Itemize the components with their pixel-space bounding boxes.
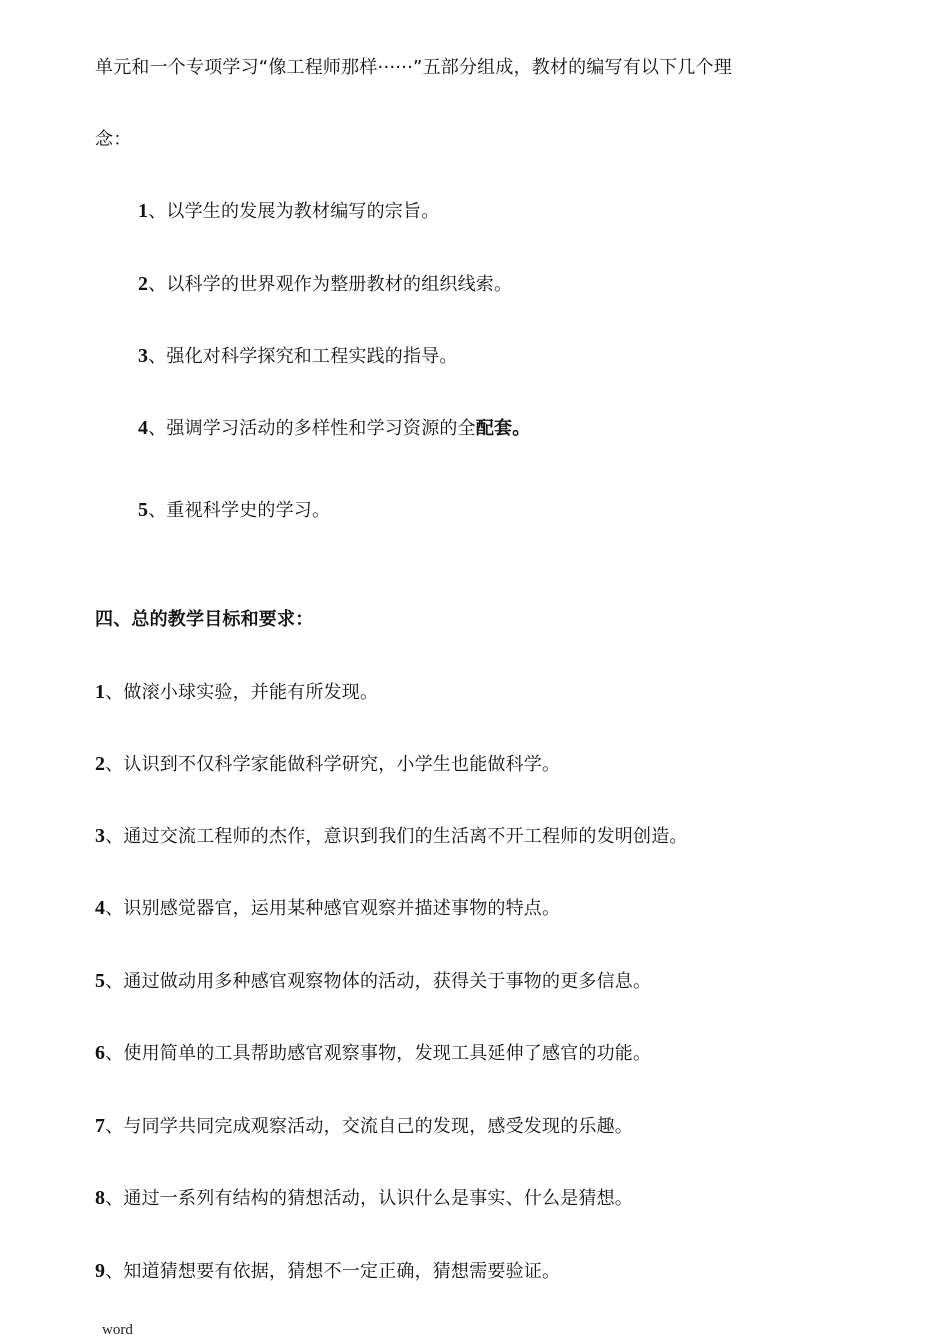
principle-bold-tail: 配套。 [475,418,531,439]
principle-text: 、以科学的世界观作为整册教材的组织线索。 [148,274,513,295]
goal-item-2 [95,752,560,777]
goal-number: 7 [95,1115,106,1137]
goal-item-9 [95,1259,560,1284]
goal-item-1 [95,680,378,705]
principle-text: 、重视科学史的学习。 [148,500,331,521]
goal-text: 、做滚小球实验，并能有所发现。 [105,682,379,703]
goal-number: 5 [95,970,106,992]
goal-text: 、识别感觉器官，运用某种感官观察并描述事物的特点。 [105,898,561,919]
goal-item-4 [95,896,560,921]
principle-text: 、以学生的发展为教材编写的宗旨。 [148,201,440,222]
principle-number: 1 [138,200,149,222]
goal-number: 8 [95,1187,106,1209]
goal-item-5 [95,969,651,994]
goal-number: 4 [95,897,106,919]
goal-text: 、通过交流工程师的杰作，意识到我们的生活离不开工程师的发明创造。 [105,826,688,847]
intro-line-2: 念： [95,129,132,150]
goal-text: 、通过一系列有结构的猜想活动，认识什么是事实、什么是猜想。 [105,1188,633,1209]
goal-text: 、认识到不仅科学家能做科学研究，小学生也能做科学。 [105,754,561,775]
principle-number: 3 [138,345,149,367]
goal-number: 2 [95,753,106,775]
goal-number: 3 [95,825,106,847]
goal-number: 1 [95,681,106,703]
principle-text: 、强化对科学探究和工程实践的指导。 [148,346,458,367]
principle-number: 4 [138,417,149,439]
principle-item-1 [138,199,439,224]
goal-number: 9 [95,1260,106,1282]
principle-number: 2 [138,273,149,295]
goal-text: 、与同学共同完成观察活动，交流自己的发现，感受发现的乐趣。 [105,1116,633,1137]
goal-text: 、通过做动用多种感官观察物体的活动，获得关于事物的更多信息。 [105,971,652,992]
principle-item-3 [138,344,458,369]
principle-item-5 [138,498,330,523]
principle-item-2 [138,272,512,297]
principle-item-4 [138,416,530,441]
goal-text: 、使用简单的工具帮助感官观察事物，发现工具延伸了感官的功能。 [105,1043,652,1064]
intro-line-1: 单元和一个专项学习“像工程师那样······”五部分组成，教材的编写有以下几个理 [95,57,732,78]
section-heading: 四、总的教学目标和要求： [95,609,314,630]
goal-number: 6 [95,1042,106,1064]
goal-text: 、知道猜想要有依据，猜想不一定正确，猜想需要验证。 [105,1261,561,1282]
goal-item-8 [95,1186,633,1211]
principle-text: 、强调学习活动的多样性和学习资源的全 [148,418,476,439]
principle-number: 5 [138,499,149,521]
goal-item-7 [95,1114,633,1139]
footer-watermark: word [102,1322,133,1338]
goal-item-3 [95,824,688,849]
goal-item-6 [95,1041,651,1066]
